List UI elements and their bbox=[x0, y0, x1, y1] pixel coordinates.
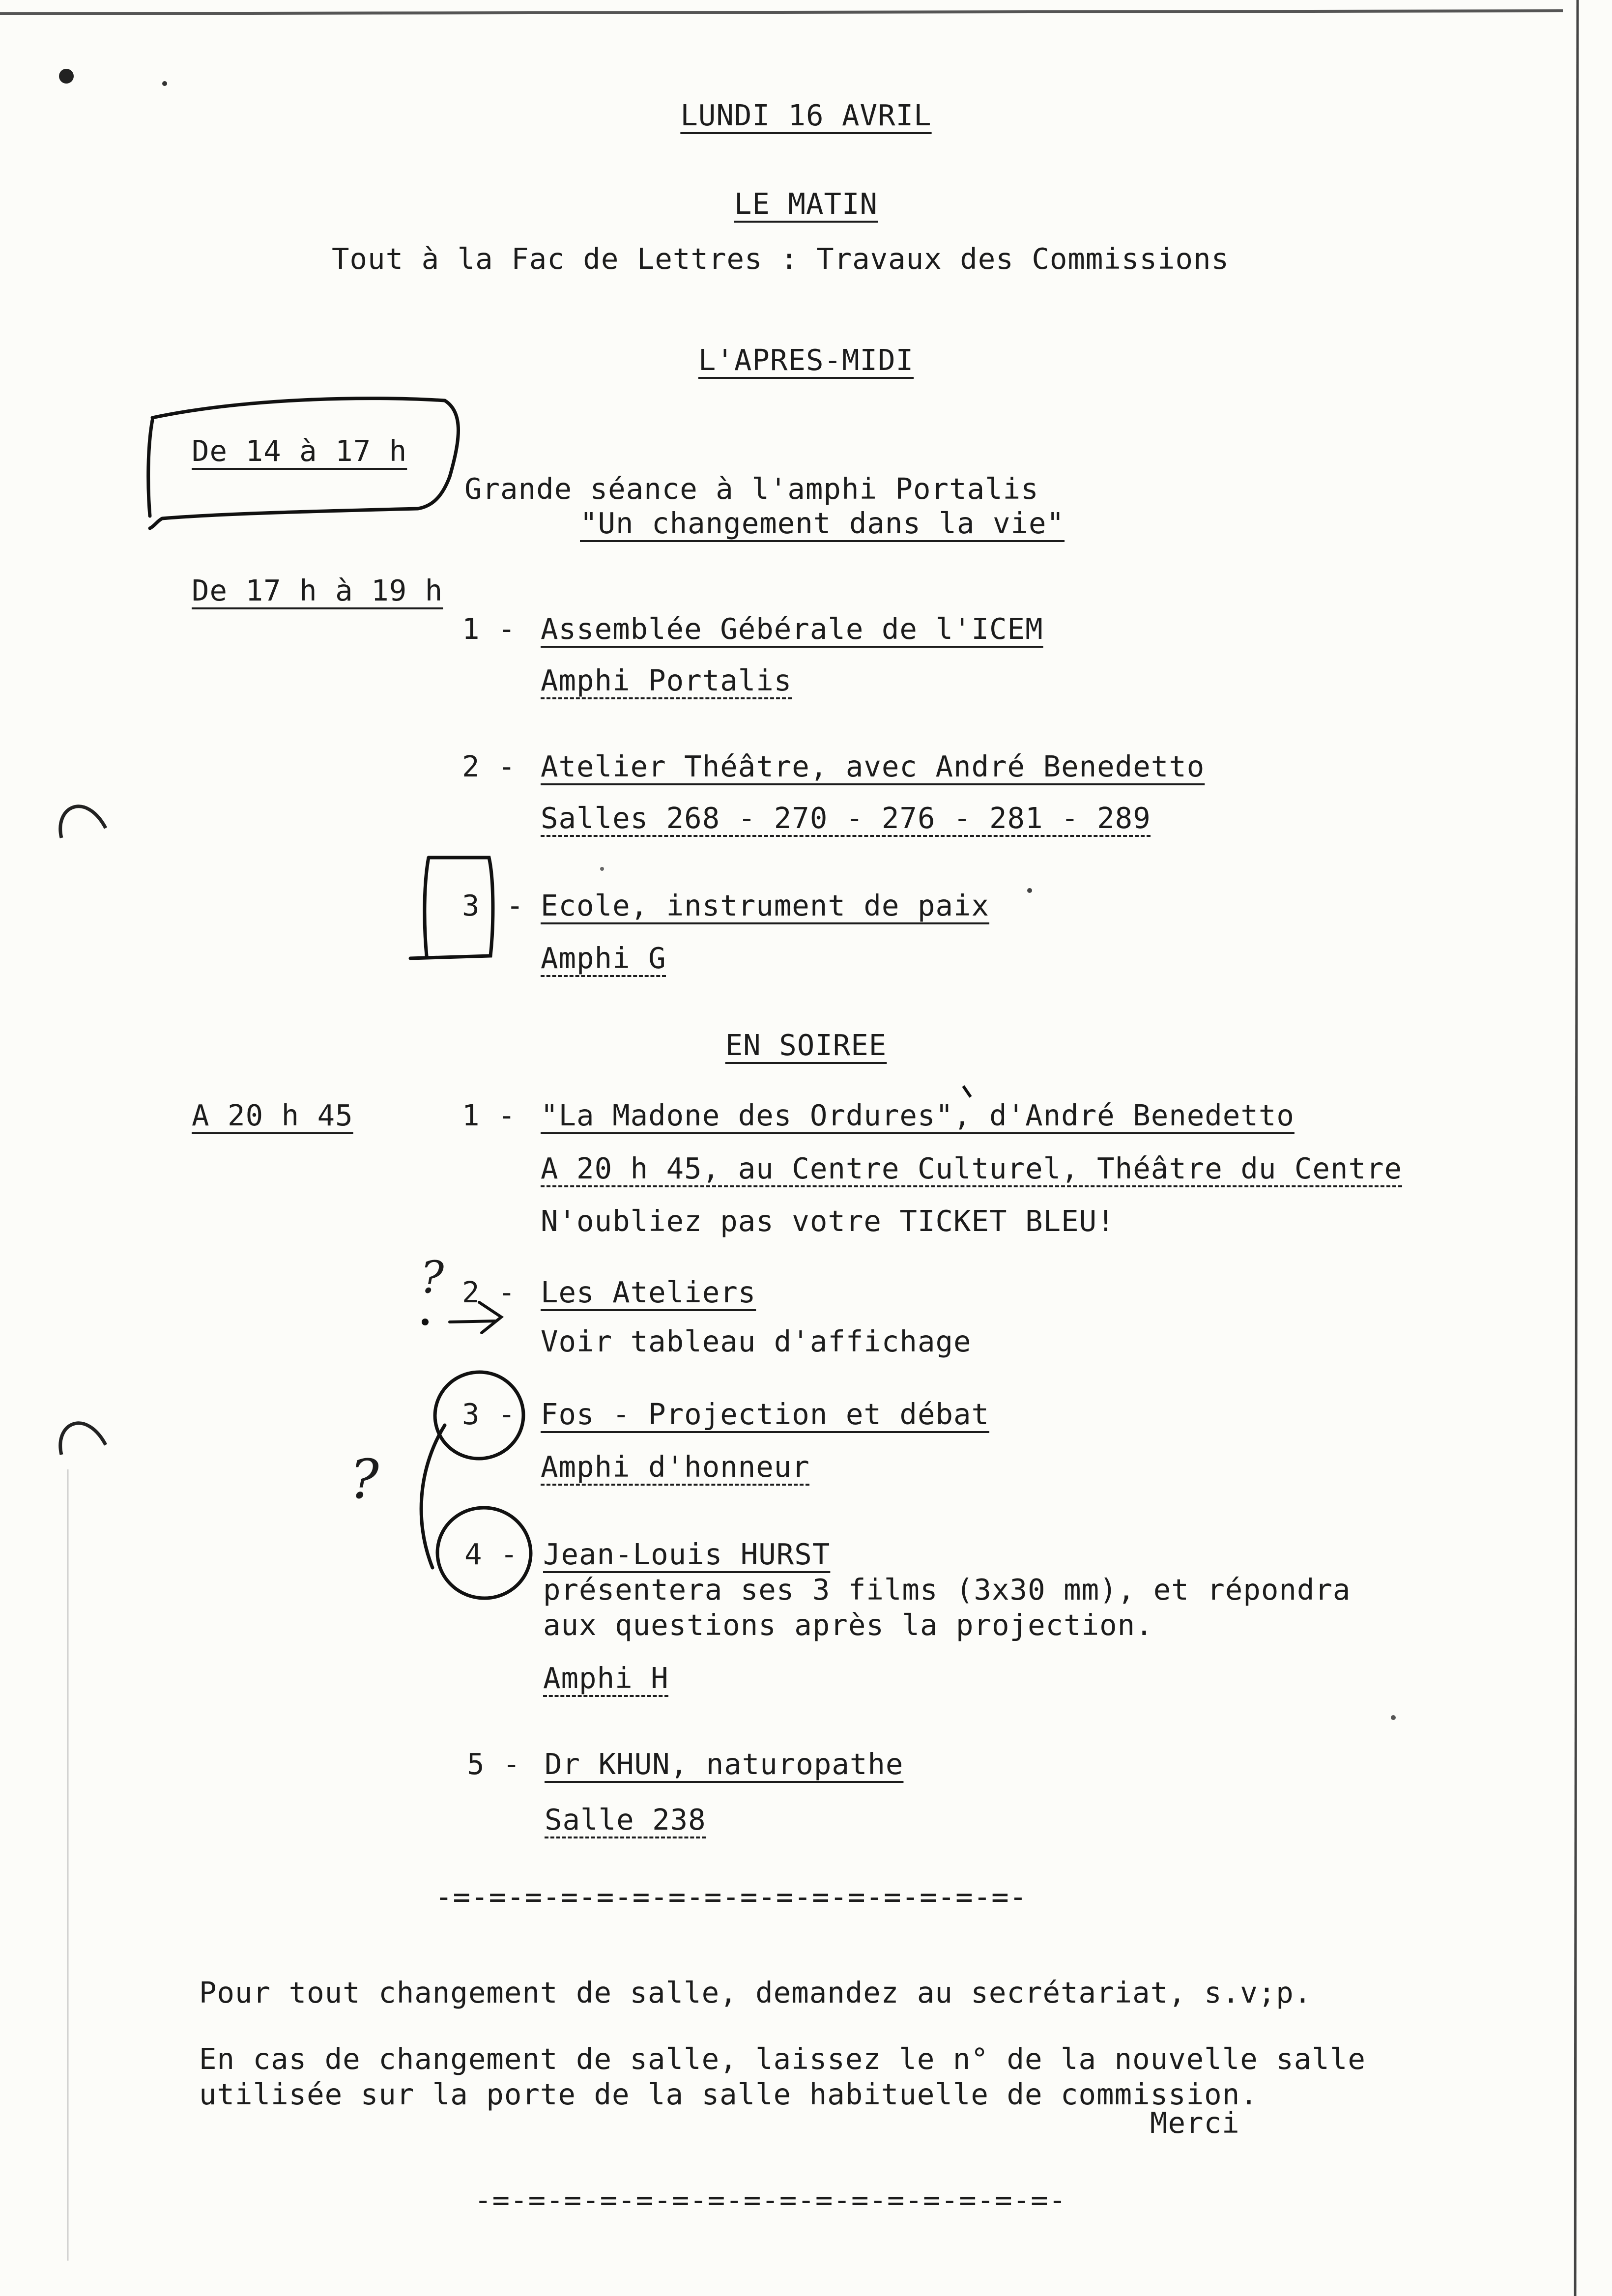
slot2-item2-place: Salles 268 - 270 - 276 - 281 - 289 bbox=[541, 801, 1151, 835]
evening-item1-note: N'oubliez pas votre TICKET BLEU! bbox=[541, 1204, 1115, 1238]
slot2-item1-title: Assemblée Gébérale de l'ICEM bbox=[541, 612, 1043, 646]
footer-merci: Merci bbox=[1150, 2106, 1240, 2140]
ink-speck-ecole bbox=[1027, 888, 1032, 893]
slot1-subtitle: "Un changement dans la vie" bbox=[580, 506, 1065, 540]
footer-line1: Pour tout changement de salle, demandez au secrétariat, s.v;p. bbox=[199, 1976, 1312, 2009]
slot2-time: De 17 h à 19 h bbox=[192, 574, 443, 607]
evening-item3-title: Fos - Projection et débat bbox=[541, 1397, 990, 1431]
evening-item3-num: 3 - bbox=[462, 1397, 516, 1431]
bracket-link bbox=[421, 1425, 445, 1568]
evening-item4-desc1: présentera ses 3 films (3x30 mm), et répondra bbox=[543, 1573, 1351, 1607]
evening-item2-place: Voir tableau d'affichage bbox=[541, 1324, 972, 1358]
slot1-event: Grande séance à l'amphi Portalis bbox=[464, 472, 1039, 506]
evening-item4-title: Jean-Louis HURST bbox=[543, 1537, 831, 1571]
evening-item4-num: 4 - bbox=[464, 1537, 518, 1571]
punch-hole-bottom bbox=[60, 1423, 106, 1455]
evening-item2-title: Les Ateliers bbox=[541, 1275, 756, 1309]
evening-time: A 20 h 45 bbox=[192, 1098, 353, 1132]
question-mark-2: ? bbox=[350, 1448, 379, 1511]
slot2-item2-title: Atelier Théâtre, avec André Benedetto bbox=[541, 749, 1205, 783]
ink-speck bbox=[162, 81, 167, 86]
evening-item1-num: 1 - bbox=[462, 1098, 516, 1132]
slot2-item3-num: 3 bbox=[462, 889, 480, 922]
evening-item4-place: Amphi H bbox=[543, 1661, 669, 1695]
evening-item5-num: 5 - bbox=[467, 1747, 521, 1781]
handdrawn-box-item3 bbox=[410, 858, 493, 958]
question-mark-1: ? bbox=[420, 1252, 445, 1303]
right-border-line bbox=[1575, 0, 1578, 2296]
slot2-item2-num: 2 - bbox=[462, 749, 516, 783]
ink-speck-right bbox=[1391, 1715, 1396, 1720]
footer-line2: En cas de changement de salle, laissez le n° de la nouvelle salle bbox=[199, 2042, 1366, 2076]
page-title: LUNDI 16 AVRIL bbox=[680, 98, 932, 132]
evening-item1-place: A 20 h 45, au Centre Culturel, Théâtre du Centre bbox=[541, 1151, 1403, 1185]
slot2-item3-place: Amphi G bbox=[541, 941, 666, 975]
morning-heading: LE MATIN bbox=[734, 187, 878, 221]
ink-dot bbox=[59, 69, 74, 84]
slot2-item1-place: Amphi Portalis bbox=[541, 663, 792, 697]
afternoon-heading: L'APRES-MIDI bbox=[698, 343, 914, 377]
ink-dot-arrow bbox=[422, 1319, 429, 1325]
separator-top: -=-=-=-=-=-=-=-=-=-=-=-=-=-=-=-=- bbox=[435, 1880, 1028, 1914]
slot2-item1-num: 1 - bbox=[462, 612, 516, 646]
evening-item3-place: Amphi d'honneur bbox=[541, 1450, 810, 1484]
ink-mark-madone bbox=[963, 1086, 971, 1097]
evening-item4-desc2: aux questions après la projection. bbox=[543, 1608, 1153, 1642]
punch-hole-top bbox=[60, 806, 106, 838]
separator-bottom: -=-=-=-=-=-=-=-=-=-=-=-=-=-=-=-=- bbox=[474, 2183, 1067, 2217]
slot2-item3-dash: - bbox=[506, 889, 524, 922]
top-border-line bbox=[0, 11, 1563, 14]
slot1-time: De 14 à 17 h bbox=[192, 434, 407, 468]
footer-line3: utilisée sur la porte de la salle habituelle de commission. bbox=[199, 2077, 1258, 2111]
evening-item5-place: Salle 238 bbox=[545, 1803, 706, 1837]
ink-speck-mid bbox=[600, 867, 604, 871]
evening-item2-num: 2 - bbox=[462, 1275, 516, 1309]
morning-line: Tout à la Fac de Lettres : Travaux des Commissions bbox=[332, 242, 1230, 276]
evening-item5-title: Dr KHUN, naturopathe bbox=[545, 1747, 904, 1781]
evening-heading: EN SOIREE bbox=[725, 1028, 887, 1062]
slot2-item3-title: Ecole, instrument de paix bbox=[541, 889, 990, 922]
evening-item1-title: "La Madone des Ordures", d'André Benedetto bbox=[541, 1098, 1295, 1132]
